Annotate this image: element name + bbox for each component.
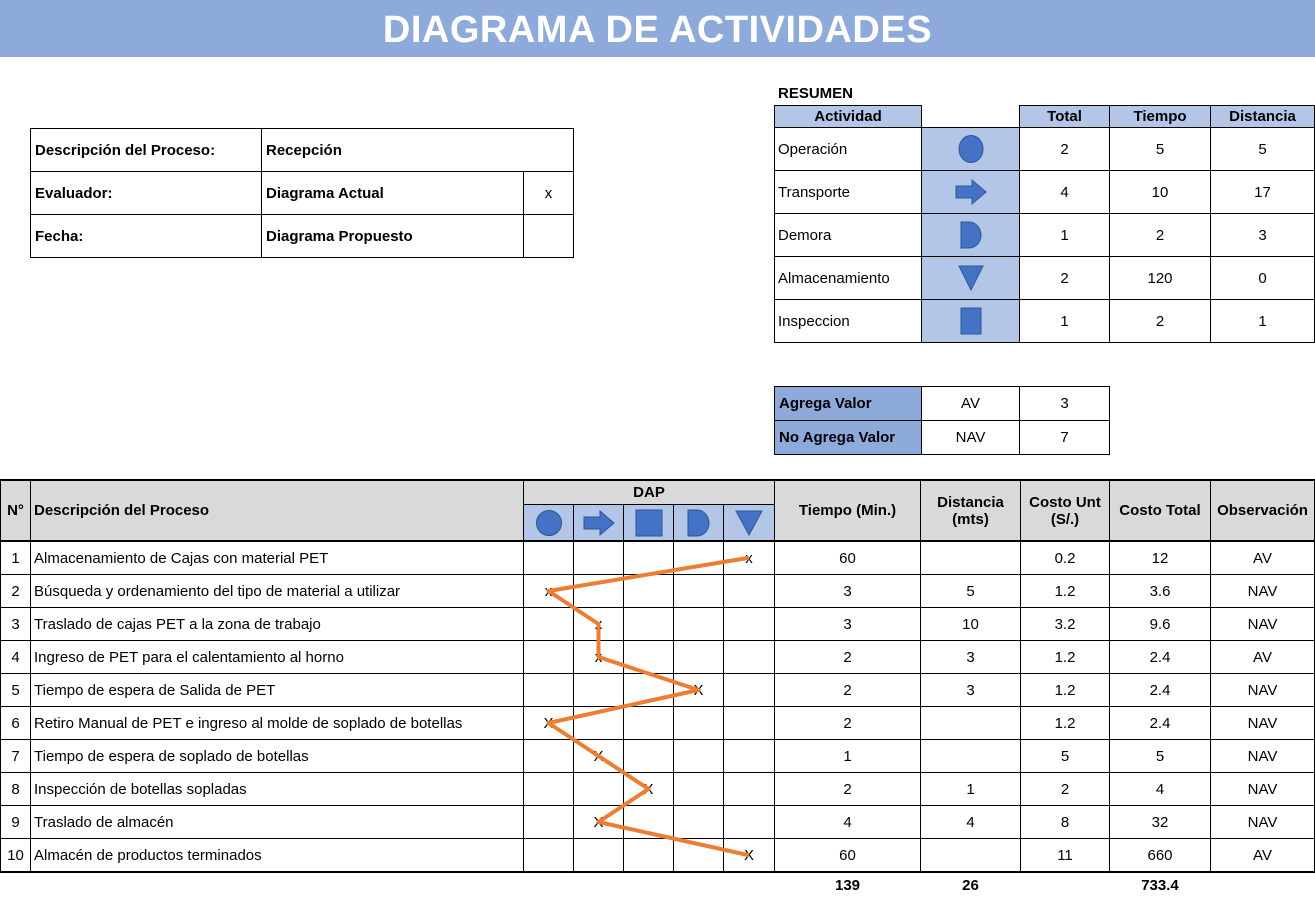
storage-triangle-icon [958,265,984,291]
col-distancia-header: Distancia (mts) [921,480,1021,541]
row-tiempo: 1 [775,740,921,773]
dap-cell [574,575,624,608]
operation-circle-icon [535,509,563,537]
row-description: Tiempo de espera de soplado de botellas [31,740,524,773]
dap-col-operation [524,505,574,542]
total-tiempo: 139 [834,876,861,894]
row-distancia: 1 [921,773,1021,806]
row-costo-total: 3.6 [1110,575,1211,608]
summary-distancia: 0 [1211,257,1315,300]
dap-mark: X [624,773,674,806]
dap-cell [524,541,574,575]
dap-cell [574,839,624,873]
summary-row [775,214,1315,257]
inspection-square-icon [635,509,663,537]
summary-activity: Transporte [775,171,922,214]
row-observacion: NAV [1211,806,1315,839]
dap-cell [524,674,574,707]
delay-d-icon [960,221,982,249]
value-label: Agrega Valor [775,387,922,421]
dap-mark: X [574,806,624,839]
row-number: 7 [1,740,31,773]
row-number: 1 [1,541,31,575]
diagrama-actual-label: Diagrama Actual [262,172,524,215]
dap-cell [624,541,674,575]
row-number: 6 [1,707,31,740]
col-dap-header: DAP [524,480,775,505]
table-row [1,674,1315,707]
col-num-header: N° [1,480,31,541]
row-tiempo: 2 [775,707,921,740]
row-observacion: NAV [1211,575,1315,608]
row-tiempo: 2 [775,674,921,707]
dap-cell [724,575,775,608]
dap-cell [674,773,724,806]
row-costo-unt: 1.2 [1021,641,1110,674]
row-costo-unt: 1.2 [1021,707,1110,740]
table-row [1,707,1315,740]
summary-row [775,128,1315,171]
row-observacion: NAV [1211,773,1315,806]
summary-distancia: 1 [1211,300,1315,343]
summary-symbol [922,300,1020,343]
row-distancia [921,839,1021,873]
row-observacion: AV [1211,541,1315,575]
summary-distancia: 17 [1211,171,1315,214]
row-distancia [921,707,1021,740]
row-distancia: 3 [921,674,1021,707]
table-header-row [1,480,1315,505]
row-distancia [921,541,1021,575]
dap-cell [674,707,724,740]
col-costo-unt-header: Costo Unt (S/.) [1021,480,1110,541]
dap-cell [624,806,674,839]
summary-tiempo: 5 [1110,128,1211,171]
row-costo-unt: 5 [1021,740,1110,773]
row-distancia [921,740,1021,773]
dap-cell [624,608,674,641]
summary-col-actividad: Actividad [775,106,922,128]
summary-row [775,300,1315,343]
value-code: NAV [922,421,1020,455]
evaluador-row [31,172,574,215]
row-observacion: AV [1211,641,1315,674]
summary-symbol [922,257,1020,300]
summary-tiempo: 2 [1110,214,1211,257]
summary-row [775,257,1315,300]
summary-header-row [775,106,1315,128]
row-costo-total: 32 [1110,806,1211,839]
summary-col-symbol [922,106,1020,128]
row-distancia: 10 [921,608,1021,641]
col-tiempo-header: Tiempo (Min.) [775,480,921,541]
dap-col-delay [674,505,724,542]
page-title: DIAGRAMA DE ACTIVIDADES [0,0,1315,57]
table-row [1,541,1315,575]
evaluador-label: Evaluador: [31,172,262,215]
dap-mark: x [524,575,574,608]
row-costo-total: 5 [1110,740,1211,773]
dap-cell [674,806,724,839]
summary-total: 1 [1020,214,1110,257]
row-observacion: NAV [1211,674,1315,707]
summary-table [774,105,1315,343]
row-costo-unt: 1.2 [1021,575,1110,608]
dap-cell [724,740,775,773]
dap-col-transport [574,505,624,542]
dap-cell [674,575,724,608]
dap-cell [574,773,624,806]
dap-cell [674,608,724,641]
transport-arrow-icon [583,510,615,536]
dap-mark: X [524,707,574,740]
row-tiempo: 2 [775,641,921,674]
dap-cell [524,773,574,806]
value-row [775,421,1110,455]
storage-triangle-icon [735,510,763,536]
row-tiempo: 3 [775,575,921,608]
diagrama-propuesto-label: Diagrama Propuesto [262,215,524,258]
row-observacion: NAV [1211,740,1315,773]
totals-row [1,872,1315,897]
delay-d-icon [687,509,711,537]
total-distancia: 26 [962,876,979,894]
dap-mark: x [724,541,775,575]
dap-cell [724,806,775,839]
row-distancia: 3 [921,641,1021,674]
table-row [1,773,1315,806]
dap-mark: X [724,839,775,873]
diagrama-actual-mark: x [524,172,574,215]
dap-cell [524,608,574,641]
dap-cell [674,641,724,674]
row-number: 9 [1,806,31,839]
summary-row [775,171,1315,214]
process-description-label: Descripción del Proceso: [31,129,262,172]
row-costo-unt: 2 [1021,773,1110,806]
value-count: 7 [1020,421,1110,455]
summary-activity: Operación [775,128,922,171]
dap-cell [624,707,674,740]
summary-col-tiempo: Tiempo [1110,106,1211,128]
dap-cell [724,773,775,806]
dap-mark: x [574,608,624,641]
resumen-heading: RESUMEN [778,85,854,102]
row-tiempo: 60 [775,839,921,873]
value-classification-table [774,386,1110,455]
row-costo-total: 12 [1110,541,1211,575]
row-tiempo: 4 [775,806,921,839]
row-number: 8 [1,773,31,806]
dap-col-storage [724,505,775,542]
transport-arrow-icon [955,179,987,205]
summary-symbol [922,214,1020,257]
dap-cell [524,740,574,773]
table-row [1,608,1315,641]
row-description: Ingreso de PET para el calentamiento al horno [31,641,524,674]
diagrama-propuesto-mark [524,215,574,258]
dap-col-inspection [624,505,674,542]
col-desc-header: Descripción del Proceso [31,480,524,541]
table-row [1,740,1315,773]
table-row [1,806,1315,839]
dap-cell [724,674,775,707]
dap-cell [624,839,674,873]
dap-cell [624,575,674,608]
row-costo-total: 660 [1110,839,1211,873]
dap-cell [674,541,724,575]
summary-symbol [922,128,1020,171]
dap-cell [524,806,574,839]
row-costo-total: 2.4 [1110,707,1211,740]
row-number: 4 [1,641,31,674]
row-number: 5 [1,674,31,707]
dap-cell [674,839,724,873]
row-observacion: NAV [1211,608,1315,641]
value-code: AV [922,387,1020,421]
summary-symbol [922,171,1020,214]
summary-distancia: 5 [1211,128,1315,171]
row-tiempo: 3 [775,608,921,641]
operation-circle-icon [957,134,985,164]
row-distancia: 5 [921,575,1021,608]
row-description: Búsqueda y ordenamiento del tipo de material a utilizar [31,575,524,608]
dap-cell [574,707,624,740]
summary-tiempo: 2 [1110,300,1211,343]
row-description: Almacenamiento de Cajas con material PET [31,541,524,575]
dap-cell [624,740,674,773]
process-description-row [31,129,574,172]
summary-col-total: Total [1020,106,1110,128]
row-observacion: NAV [1211,707,1315,740]
dap-cell [574,674,624,707]
row-number: 2 [1,575,31,608]
value-label: No Agrega Valor [775,421,922,455]
dap-cell [524,641,574,674]
row-number: 3 [1,608,31,641]
value-row [775,387,1110,421]
dap-mark: x [574,641,624,674]
dap-mark: X [674,674,724,707]
summary-total: 4 [1020,171,1110,214]
process-description-value: Recepción [262,129,574,172]
dap-cell [524,839,574,873]
row-costo-unt: 1.2 [1021,674,1110,707]
col-costo-total-header: Costo Total [1110,480,1211,541]
process-info-table [30,128,574,258]
summary-distancia: 3 [1211,214,1315,257]
fecha-label: Fecha: [31,215,262,258]
dap-cell [624,641,674,674]
row-costo-unt: 0.2 [1021,541,1110,575]
summary-tiempo: 120 [1110,257,1211,300]
total-costo: 733.4 [1141,876,1179,894]
summary-tiempo: 10 [1110,171,1211,214]
row-costo-total: 2.4 [1110,641,1211,674]
row-description: Retiro Manual de PET e ingreso al molde de soplado de botellas [31,707,524,740]
dap-cell [724,608,775,641]
row-tiempo: 2 [775,773,921,806]
dap-cell [674,740,724,773]
summary-total: 2 [1020,257,1110,300]
row-costo-total: 9.6 [1110,608,1211,641]
row-costo-unt: 8 [1021,806,1110,839]
summary-activity: Demora [775,214,922,257]
row-costo-unt: 11 [1021,839,1110,873]
dap-cell [724,707,775,740]
summary-col-distancia: Distancia [1211,106,1315,128]
row-description: Traslado de almacén [31,806,524,839]
inspection-square-icon [960,307,982,335]
row-costo-total: 4 [1110,773,1211,806]
row-tiempo: 60 [775,541,921,575]
row-description: Almacén de productos terminados [31,839,524,873]
col-observacion-header: Observación [1211,480,1315,541]
table-row [1,641,1315,674]
summary-total: 2 [1020,128,1110,171]
summary-activity: Inspeccion [775,300,922,343]
value-count: 3 [1020,387,1110,421]
table-row [1,575,1315,608]
row-description: Traslado de cajas PET a la zona de trabajo [31,608,524,641]
dap-mark: X [574,740,624,773]
process-activities-table [0,479,1315,897]
row-costo-total: 2.4 [1110,674,1211,707]
row-description: Inspección de botellas sopladas [31,773,524,806]
fecha-row [31,215,574,258]
row-costo-unt: 3.2 [1021,608,1110,641]
row-distancia: 4 [921,806,1021,839]
dap-cell [624,674,674,707]
summary-activity: Almacenamiento [775,257,922,300]
dap-cell [724,641,775,674]
table-row [1,839,1315,873]
dap-cell [574,541,624,575]
row-number: 10 [1,839,31,873]
summary-total: 1 [1020,300,1110,343]
row-description: Tiempo de espera de Salida de PET [31,674,524,707]
row-observacion: AV [1211,839,1315,873]
